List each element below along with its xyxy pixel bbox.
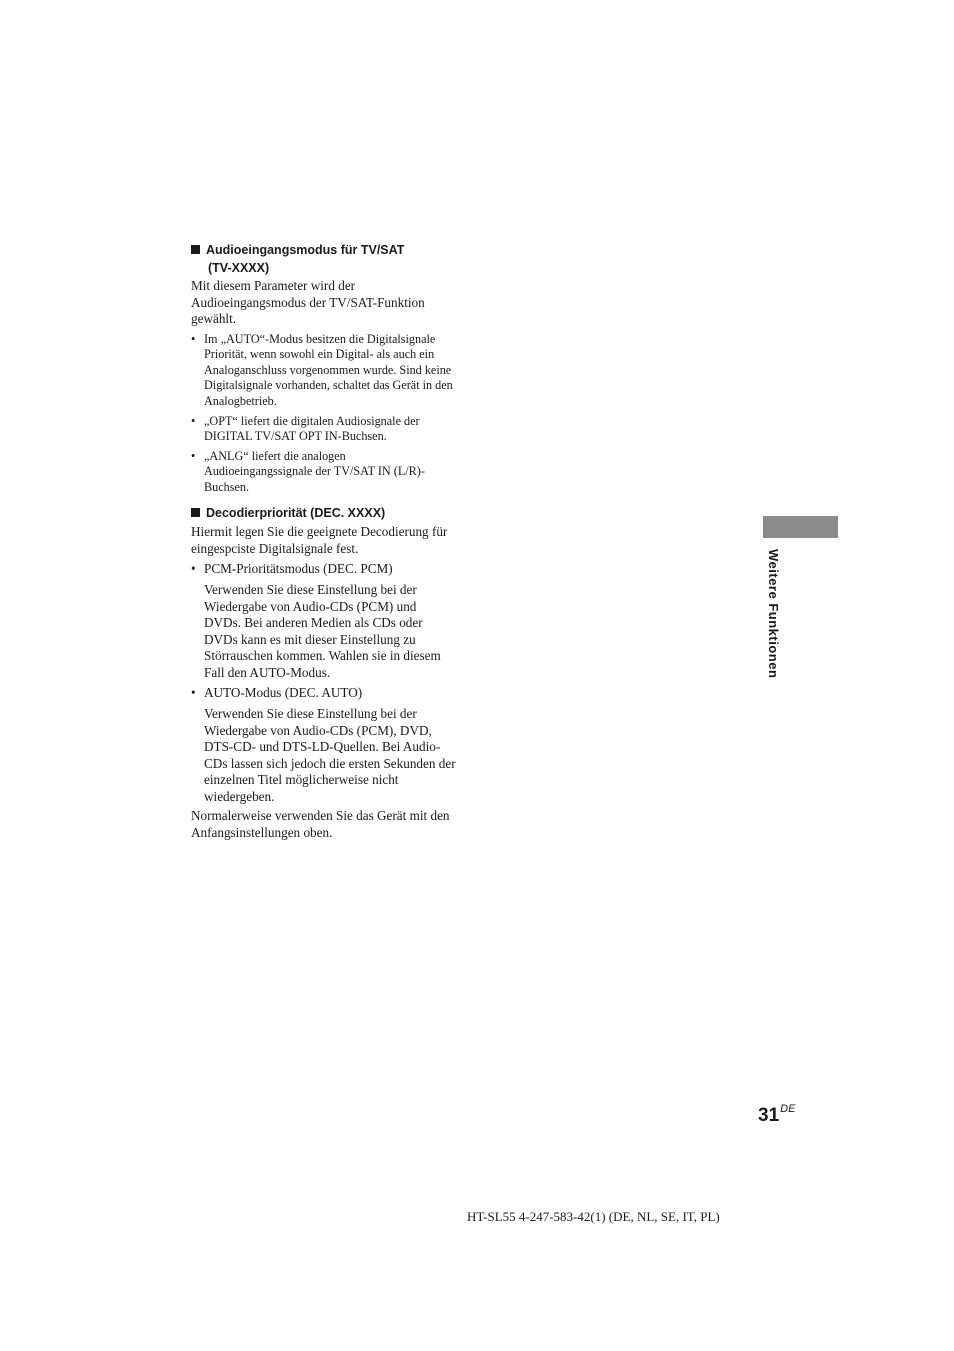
list-item-text: „OPT“ liefert die digitalen Audiosignale der DIGITAL TV/SAT OPT IN-Buchsen. <box>204 414 420 444</box>
heading-line1: Decodierpriorität (DEC. XXXX) <box>206 506 386 520</box>
section2-closing: Normalerweise verwenden Sie das Gerät mit den Anfangsinstellungen oben. <box>191 808 450 840</box>
list-item-text: „ANLG“ liefert die analogen Audioeingangssignale der TV/SAT IN (L/R)-Buchsen. <box>204 449 425 494</box>
section-heading-audio-input-mode <box>191 241 404 277</box>
bullet-icon: • <box>191 414 196 428</box>
list-item <box>191 414 453 445</box>
footer-model-info: HT-SL55 4-247-583-42(1) (DE, NL, SE, IT, PL) <box>467 1209 720 1224</box>
section2-intro: Hiermit legen Sie die geeignete Decodierung für eingespciste Digitalsignale fest. <box>191 524 448 556</box>
section1-intro: Mit diesem Parameter wird der Audioeingangsmodus der TV/SAT-Funktion gewählt. <box>191 278 425 327</box>
section-tab-marker <box>763 516 838 538</box>
square-bullet-icon <box>191 508 200 517</box>
page-language: DE <box>780 1103 796 1115</box>
bullet-icon: • <box>191 685 196 700</box>
list-item-label: PCM-Prioritätsmodus (DEC. PCM) <box>204 561 393 576</box>
heading-line1: Audioeingangsmodus für TV/SAT <box>206 243 405 257</box>
list-item <box>191 561 453 578</box>
square-bullet-icon <box>191 245 200 254</box>
bullet-icon: • <box>191 332 196 346</box>
list-item-description: Verwenden Sie diese Einstellung bei der Wiedergabe von Audio-CDs (PCM) und DVDs. Bei anderen Medien als CDs oder DVDs kann es mit dieser Einstellung zu Störrauschen kommen. Wahlen sie in diesem Fall den AUTO-Modus. <box>204 582 441 680</box>
list-item-label: AUTO-Modus (DEC. AUTO) <box>204 685 363 700</box>
list-item-text: Im „AUTO“-Modus besitzen die Digitalsignale Priorität, wenn sowohl ein Digital- als auch ein Analoganschluss vorgenommen wurde. Sind keine Digitalsignale vorhanden, schaltet das Gerät in den Analogbetrieb. <box>204 332 453 408</box>
list-item <box>191 449 453 495</box>
page-number-value: 31 <box>758 1105 780 1126</box>
list-item <box>191 685 453 702</box>
list-item-description: Verwenden Sie diese Einstellung bei der Wiedergabe von Audio-CDs (PCM), DVD, DTS-CD- und DTS-LD-Quellen. Bei Audio-CDs lassen sich jedoch die ersten Sekunden der einzelnen Titel möglicherweise nicht wiedergeben. <box>204 706 456 804</box>
side-section-label: Weitere Funktionen <box>766 549 781 679</box>
section-heading-decoder-priority <box>191 504 385 522</box>
bullet-icon: • <box>191 561 196 576</box>
bullet-icon: • <box>191 449 196 463</box>
list-item <box>191 332 453 409</box>
page-number <box>758 1097 795 1128</box>
heading-line2: (TV-XXXX) <box>208 261 270 275</box>
